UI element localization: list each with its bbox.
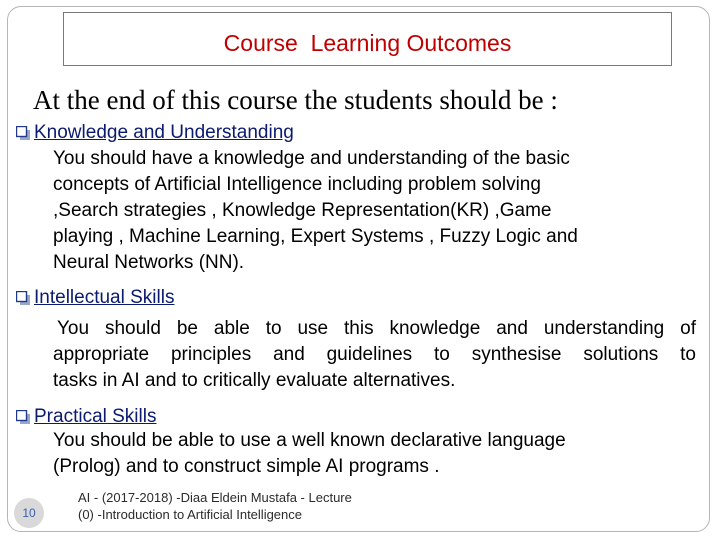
footer-text bbox=[78, 489, 352, 523]
footer-line: AI - (2017-2018) -Diaa Eldein Mustafa - Lecture bbox=[78, 490, 352, 505]
heading-knowledge: Knowledge and Understanding bbox=[34, 122, 294, 143]
paragraph-line: concepts of Artificial Intelligence including problem solving bbox=[53, 174, 541, 195]
paragraph-line: Neural Networks (NN). bbox=[53, 252, 245, 273]
paragraph-line: appropriate principles and guidelines to synthesise solutions to bbox=[53, 344, 696, 365]
bullet-checkbox-icon bbox=[16, 410, 30, 424]
paragraph-line: tasks in AI and to critically evaluate alternatives. bbox=[53, 370, 456, 391]
paragraph-line: playing , Machine Learning, Expert Systems , Fuzzy Logic and bbox=[53, 226, 578, 247]
intro-text: At the end of this course the students should be : bbox=[33, 85, 558, 115]
paragraph-line: You should be able to use this knowledge and understanding of bbox=[57, 318, 696, 339]
slide-title: Course Learning Outcomes bbox=[223, 30, 512, 56]
paragraph-line: ,Search strategies , Knowledge Representation(KR) ,Game bbox=[53, 200, 552, 221]
paragraph-knowledge bbox=[53, 146, 578, 276]
page-number-badge: 10 bbox=[14, 498, 44, 528]
heading-intellectual: Intellectual Skills bbox=[34, 287, 175, 308]
paragraph-intellectual bbox=[53, 316, 696, 394]
paragraph-line: (Prolog) and to construct simple AI programs . bbox=[53, 456, 440, 477]
paragraph-line: You should have a knowledge and understanding of the basic bbox=[53, 148, 570, 169]
bullet-checkbox-icon bbox=[16, 126, 30, 140]
paragraph-practical bbox=[53, 428, 566, 480]
heading-practical: Practical Skills bbox=[34, 406, 157, 427]
paragraph-line: You should be able to use a well known declarative language bbox=[53, 430, 566, 451]
footer-line: (0) -Introduction to Artificial Intelligence bbox=[78, 507, 302, 522]
bullet-checkbox-icon bbox=[16, 291, 30, 305]
